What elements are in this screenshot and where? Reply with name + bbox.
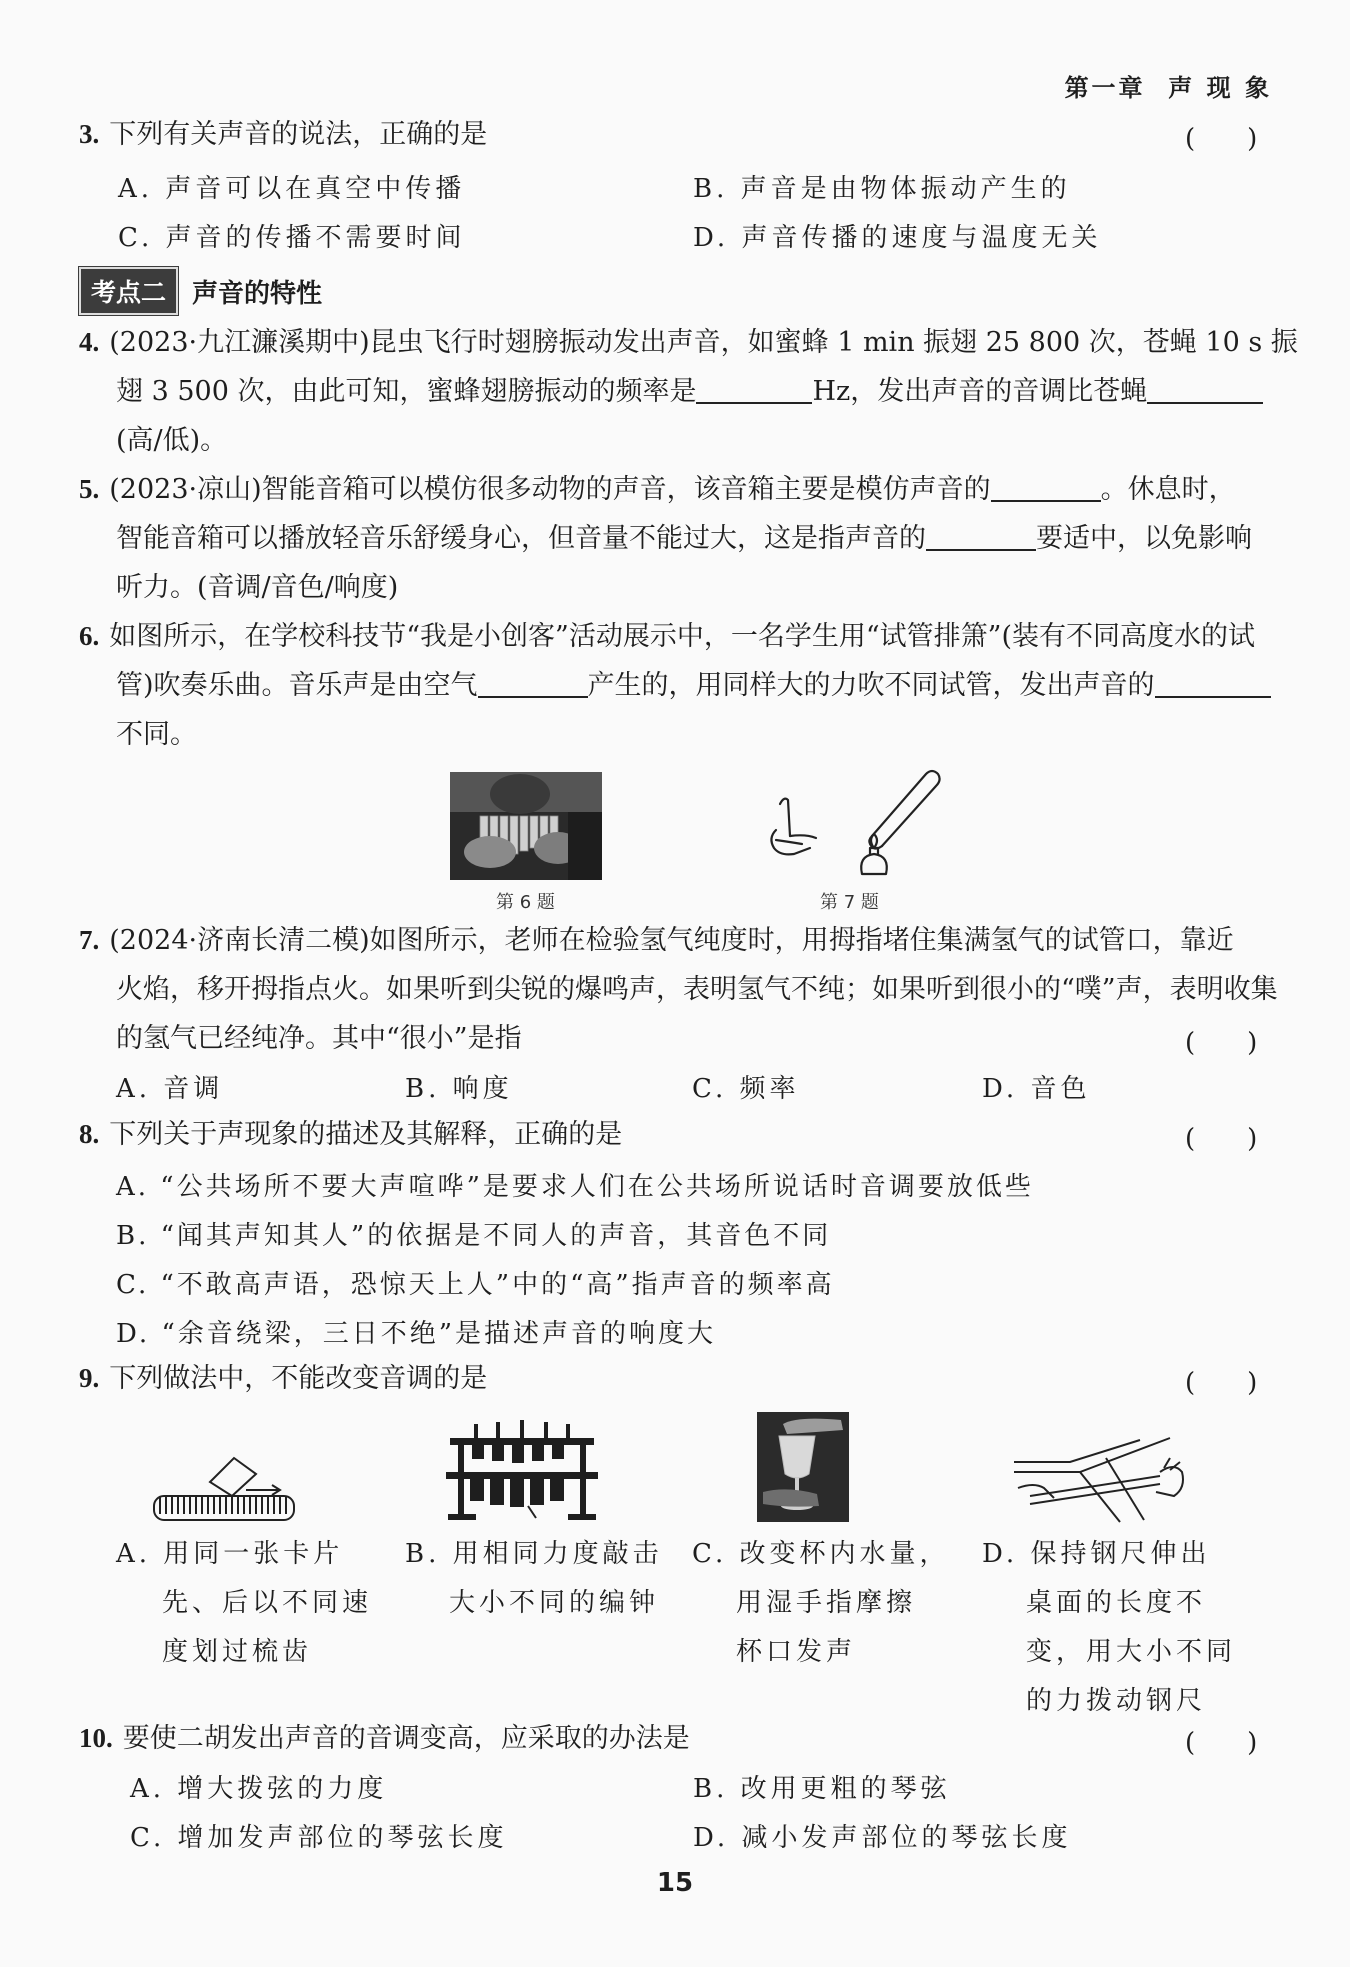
- chapter-header: [1065, 68, 1272, 103]
- option-d: D. 减小发声部位的琴弦长度: [693, 1823, 1072, 1853]
- option-d: [982, 1530, 1236, 1726]
- question-4-line-1: [79, 318, 1298, 367]
- question-text: 智能音箱可以播放轻音乐舒缓身心，但音量不能过大，这是指声音的: [116, 523, 926, 554]
- comb-card-illustration: [150, 1448, 300, 1524]
- steel-ruler-illustration: [1010, 1432, 1190, 1524]
- option-d: D. 声音传播的速度与温度无关: [693, 223, 1102, 253]
- question-number: 10.: [79, 1723, 113, 1753]
- answer-bracket[interactable]: ( ): [1185, 1728, 1258, 1758]
- option-a: A. 音调: [116, 1074, 224, 1104]
- question-4-line-3: (高/低)。: [116, 425, 228, 456]
- question-8: [79, 1110, 622, 1159]
- option-a-line: 度划过梳齿: [162, 1637, 313, 1667]
- question-10: [79, 1714, 690, 1763]
- option-d: D. “余音绕梁，三日不绝”是描述声音的响度大: [116, 1319, 717, 1349]
- answer-blank[interactable]: [926, 521, 1036, 551]
- answer-bracket[interactable]: ( ): [1185, 1368, 1258, 1398]
- option-a: A. 声音可以在真空中传播: [118, 174, 466, 204]
- answer-bracket[interactable]: ( ): [1185, 124, 1258, 154]
- option-b-line: B. 用相同力度敲击: [405, 1539, 663, 1569]
- figure-6-pan-flute-photo: [450, 772, 602, 880]
- question-text: 翅 3 500 次，由此可知，蜜蜂翅膀振动的频率是: [116, 376, 697, 407]
- question-text: (2023·九江濂溪期中)昆虫飞行时翅膀振动发出声音，如蜜蜂 1 min 振翅 25 800 次，苍蝇 10 s 振: [109, 327, 1298, 358]
- option-d: D. 音色: [982, 1074, 1091, 1104]
- question-text: Hz，发出声音的音调比苍蝇: [812, 376, 1148, 407]
- option-c: C. 频率: [692, 1074, 800, 1104]
- option-a: A. “公共场所不要大声喧哗”是要求人们在公共场所说话时音调要放低些: [116, 1172, 1034, 1202]
- question-7-line-1: [79, 916, 1234, 965]
- question-stem: 下列做法中，不能改变音调的是: [109, 1363, 488, 1394]
- question-number: 3.: [79, 119, 100, 149]
- question-stem: 下列有关声音的说法，正确的是: [109, 119, 488, 150]
- question-text: 管)吹奏乐曲。音乐声是由空气: [116, 670, 478, 701]
- option-c: [692, 1530, 950, 1677]
- section-heading: [79, 267, 322, 315]
- question-6-line-1: [79, 612, 1255, 661]
- answer-blank[interactable]: [478, 668, 588, 698]
- section-tag: 考点二: [79, 267, 178, 315]
- chapter-number: 第一章: [1064, 74, 1146, 102]
- option-b: B. “闻其声知其人”的依据是不同人的声音，其音色不同: [116, 1221, 832, 1251]
- option-b: [405, 1530, 663, 1628]
- question-stem: 下列关于声现象的描述及其解释，正确的是: [109, 1119, 623, 1150]
- option-d-line: D. 保持钢尺伸出: [982, 1539, 1211, 1569]
- question-4-line-2: [116, 367, 1263, 416]
- question-5-line-1: [79, 465, 1236, 514]
- question-text: 。休息时，: [1100, 474, 1236, 505]
- figure-6-caption: 第 6 题: [496, 892, 555, 913]
- wine-glass-photo: [757, 1412, 849, 1522]
- question-7-line-3: 的氢气已经纯净。其中“很小”是指: [116, 1023, 522, 1054]
- question-number: 9.: [79, 1363, 100, 1393]
- answer-bracket[interactable]: ( ): [1185, 1124, 1258, 1154]
- question-number: 5.: [79, 474, 100, 504]
- question-6-line-3: 不同。: [116, 719, 197, 750]
- option-c-line: 用湿手指摩擦: [736, 1588, 917, 1618]
- option-a-line: 先、后以不同速: [162, 1588, 373, 1618]
- page-number: 15: [656, 1868, 694, 1898]
- question-number: 4.: [79, 327, 100, 357]
- answer-blank[interactable]: [991, 472, 1101, 502]
- question-number: 7.: [79, 925, 100, 955]
- option-d-line: 的力拨动钢尺: [1026, 1686, 1207, 1716]
- answer-bracket[interactable]: ( ): [1185, 1028, 1258, 1058]
- option-b: B. 响度: [405, 1074, 513, 1104]
- question-text: 要适中，以免影响: [1036, 523, 1252, 554]
- chime-bells-illustration: [444, 1418, 600, 1522]
- option-d-line: 变，用大小不同: [1026, 1637, 1237, 1667]
- question-5-line-3: 听力。(音调/音色/响度): [116, 572, 399, 603]
- figure-7-caption: 第 7 题: [820, 892, 879, 913]
- question-text: 产生的，用同样大的力吹不同试管，发出声音的: [587, 670, 1155, 701]
- question-text: 如图所示，在学校科技节“我是小创客”活动展示中，一名学生用“试管排箫”(装有不同高度水的试: [109, 621, 1255, 652]
- section-title: 声音的特性: [192, 278, 323, 309]
- answer-blank[interactable]: [1155, 668, 1271, 698]
- option-a: [116, 1530, 372, 1677]
- option-a: A. 增大拨弦的力度: [130, 1774, 388, 1804]
- question-5-line-2: [116, 514, 1252, 563]
- question-text: (2024·济南长清二模)如图所示，老师在检验氢气纯度时，用拇指堵住集满氢气的试管口，靠近: [109, 925, 1234, 956]
- option-b: B. 改用更粗的琴弦: [693, 1774, 951, 1804]
- question-3: [79, 110, 487, 159]
- answer-blank[interactable]: [1147, 374, 1263, 404]
- question-6-line-2: [116, 661, 1271, 710]
- option-c: C. 增加发声部位的琴弦长度: [130, 1823, 508, 1853]
- option-c-line: 杯口发声: [736, 1637, 857, 1667]
- question-7-line-2: 火焰，移开拇指点火。如果听到尖锐的爆鸣声，表明氢气不纯；如果听到很小的“噗”声，表明收集: [116, 974, 1278, 1005]
- question-stem: 要使二胡发出声音的音调变高，应采取的办法是: [122, 1723, 690, 1754]
- question-9: [79, 1354, 487, 1403]
- option-c-line: C. 改变杯内水量，: [692, 1539, 950, 1569]
- option-a-line: A. 用同一张卡片: [116, 1539, 344, 1569]
- figure-7-hydrogen-test-drawing: [766, 764, 946, 880]
- chapter-title: 声 现 象: [1168, 74, 1272, 102]
- option-d-line: 桌面的长度不: [1026, 1588, 1207, 1618]
- option-b: B. 声音是由物体振动产生的: [693, 174, 1071, 204]
- question-number: 6.: [79, 621, 100, 651]
- question-text: (2023·凉山)智能音箱可以模仿很多动物的声音，该音箱主要是模仿声音的: [109, 474, 991, 505]
- answer-blank[interactable]: [696, 374, 812, 404]
- option-c: C. “不敢高声语，恐惊天上人”中的“高”指声音的频率高: [116, 1270, 835, 1300]
- question-number: 8.: [79, 1119, 100, 1149]
- option-b-line: 大小不同的编钟: [449, 1588, 660, 1618]
- option-c: C. 声音的传播不需要时间: [118, 223, 466, 253]
